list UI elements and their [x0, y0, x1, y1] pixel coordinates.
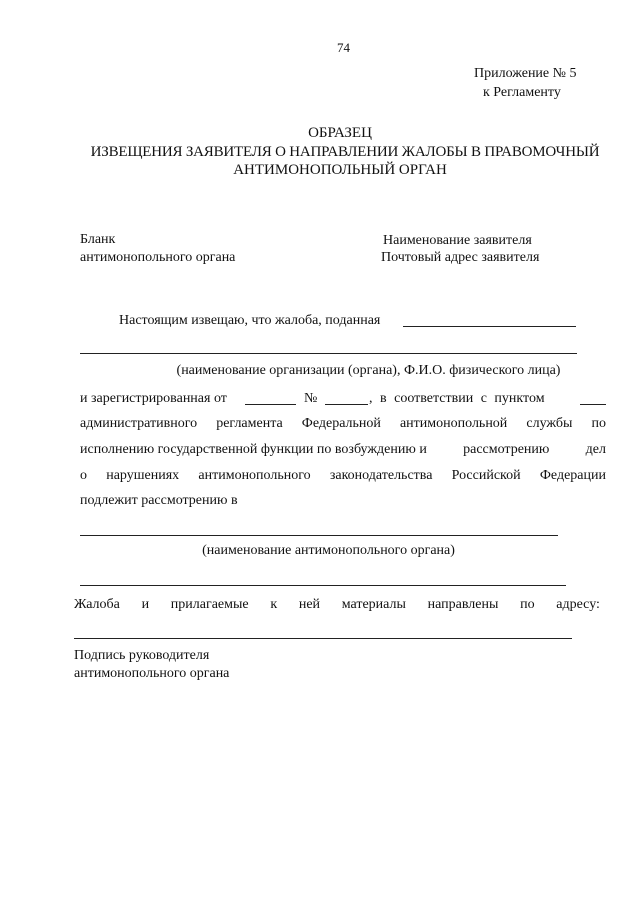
- applicant-name-label: Наименование заявителя: [383, 233, 532, 248]
- word: административного: [80, 416, 198, 431]
- word: антимонопольного: [198, 468, 311, 483]
- letterhead-authority: антимонопольного органа: [80, 250, 236, 265]
- appendix-regulation: к Регламенту: [483, 85, 561, 100]
- letterhead-label: Бланк: [80, 232, 116, 247]
- authority-name-field[interactable]: [80, 535, 558, 536]
- word: законодательства: [329, 468, 433, 483]
- intro-text: Настоящим извещаю, что жалоба, поданная: [119, 313, 381, 328]
- registration-date-field[interactable]: [245, 404, 296, 405]
- filed-by-field[interactable]: [403, 326, 576, 327]
- applicant-address-label: Почтовый адрес заявителя: [381, 250, 540, 265]
- word: материалы: [341, 597, 406, 612]
- subject-to-review-text: подлежит рассмотрению в: [80, 493, 238, 508]
- word: адресу:: [556, 597, 600, 612]
- page-number: 74: [337, 40, 350, 55]
- word: направлены: [427, 597, 499, 612]
- word: антимонопольной: [399, 416, 508, 431]
- address-field[interactable]: [74, 638, 572, 639]
- number-sign: №: [304, 391, 318, 406]
- word: Жалоба: [74, 597, 120, 612]
- word: прилагаемые: [170, 597, 249, 612]
- filed-by-field-continued[interactable]: [80, 353, 577, 354]
- signature-authority: антимонопольного органа: [74, 666, 230, 681]
- word: к: [270, 597, 278, 612]
- word: по: [520, 597, 535, 612]
- word: о: [80, 468, 87, 483]
- text-row-function: [80, 442, 606, 458]
- phrase: исполнению государственной функции по возбуждению и: [80, 442, 427, 457]
- word: Федерации: [539, 468, 606, 483]
- word: по: [591, 416, 606, 431]
- registration-number-field[interactable]: [325, 404, 368, 405]
- text-row-regulation: [80, 416, 606, 432]
- word: ней: [298, 597, 321, 612]
- word: регламента: [216, 416, 283, 431]
- word: службы: [526, 416, 573, 431]
- authority-name-field-continued[interactable]: [80, 585, 566, 586]
- paragraph-number-field[interactable]: [580, 404, 606, 405]
- according-text: , в соответствии с пунктом: [369, 391, 545, 406]
- word: Федеральной: [301, 416, 381, 431]
- title-sample: ОБРАЗЕЦ: [308, 125, 372, 141]
- word: нарушениях: [106, 468, 180, 483]
- caption-organization: (наименование организации (органа), Ф.И.О. физического лица): [176, 363, 561, 378]
- text-row-violations: [80, 468, 606, 484]
- title-main: ИЗВЕЩЕНИЯ ЗАЯВИТЕЛЯ О НАПРАВЛЕНИИ ЖАЛОБЫ В ПРАВОМОЧНЫЙ: [90, 144, 600, 160]
- word: рассмотрению: [463, 442, 550, 457]
- text-row-complaint-sent: [74, 597, 600, 613]
- caption-authority: (наименование антимонопольного органа): [202, 543, 455, 558]
- title-authority: АНТИМОНОПОЛЬНЫЙ ОРГАН: [233, 162, 447, 178]
- word: дел: [585, 442, 606, 457]
- registered-text: и зарегистрированная от: [80, 391, 227, 406]
- appendix-label: Приложение № 5: [474, 66, 577, 81]
- word: и: [141, 597, 150, 612]
- signature-label: Подпись руководителя: [74, 648, 210, 663]
- word: Российской: [451, 468, 521, 483]
